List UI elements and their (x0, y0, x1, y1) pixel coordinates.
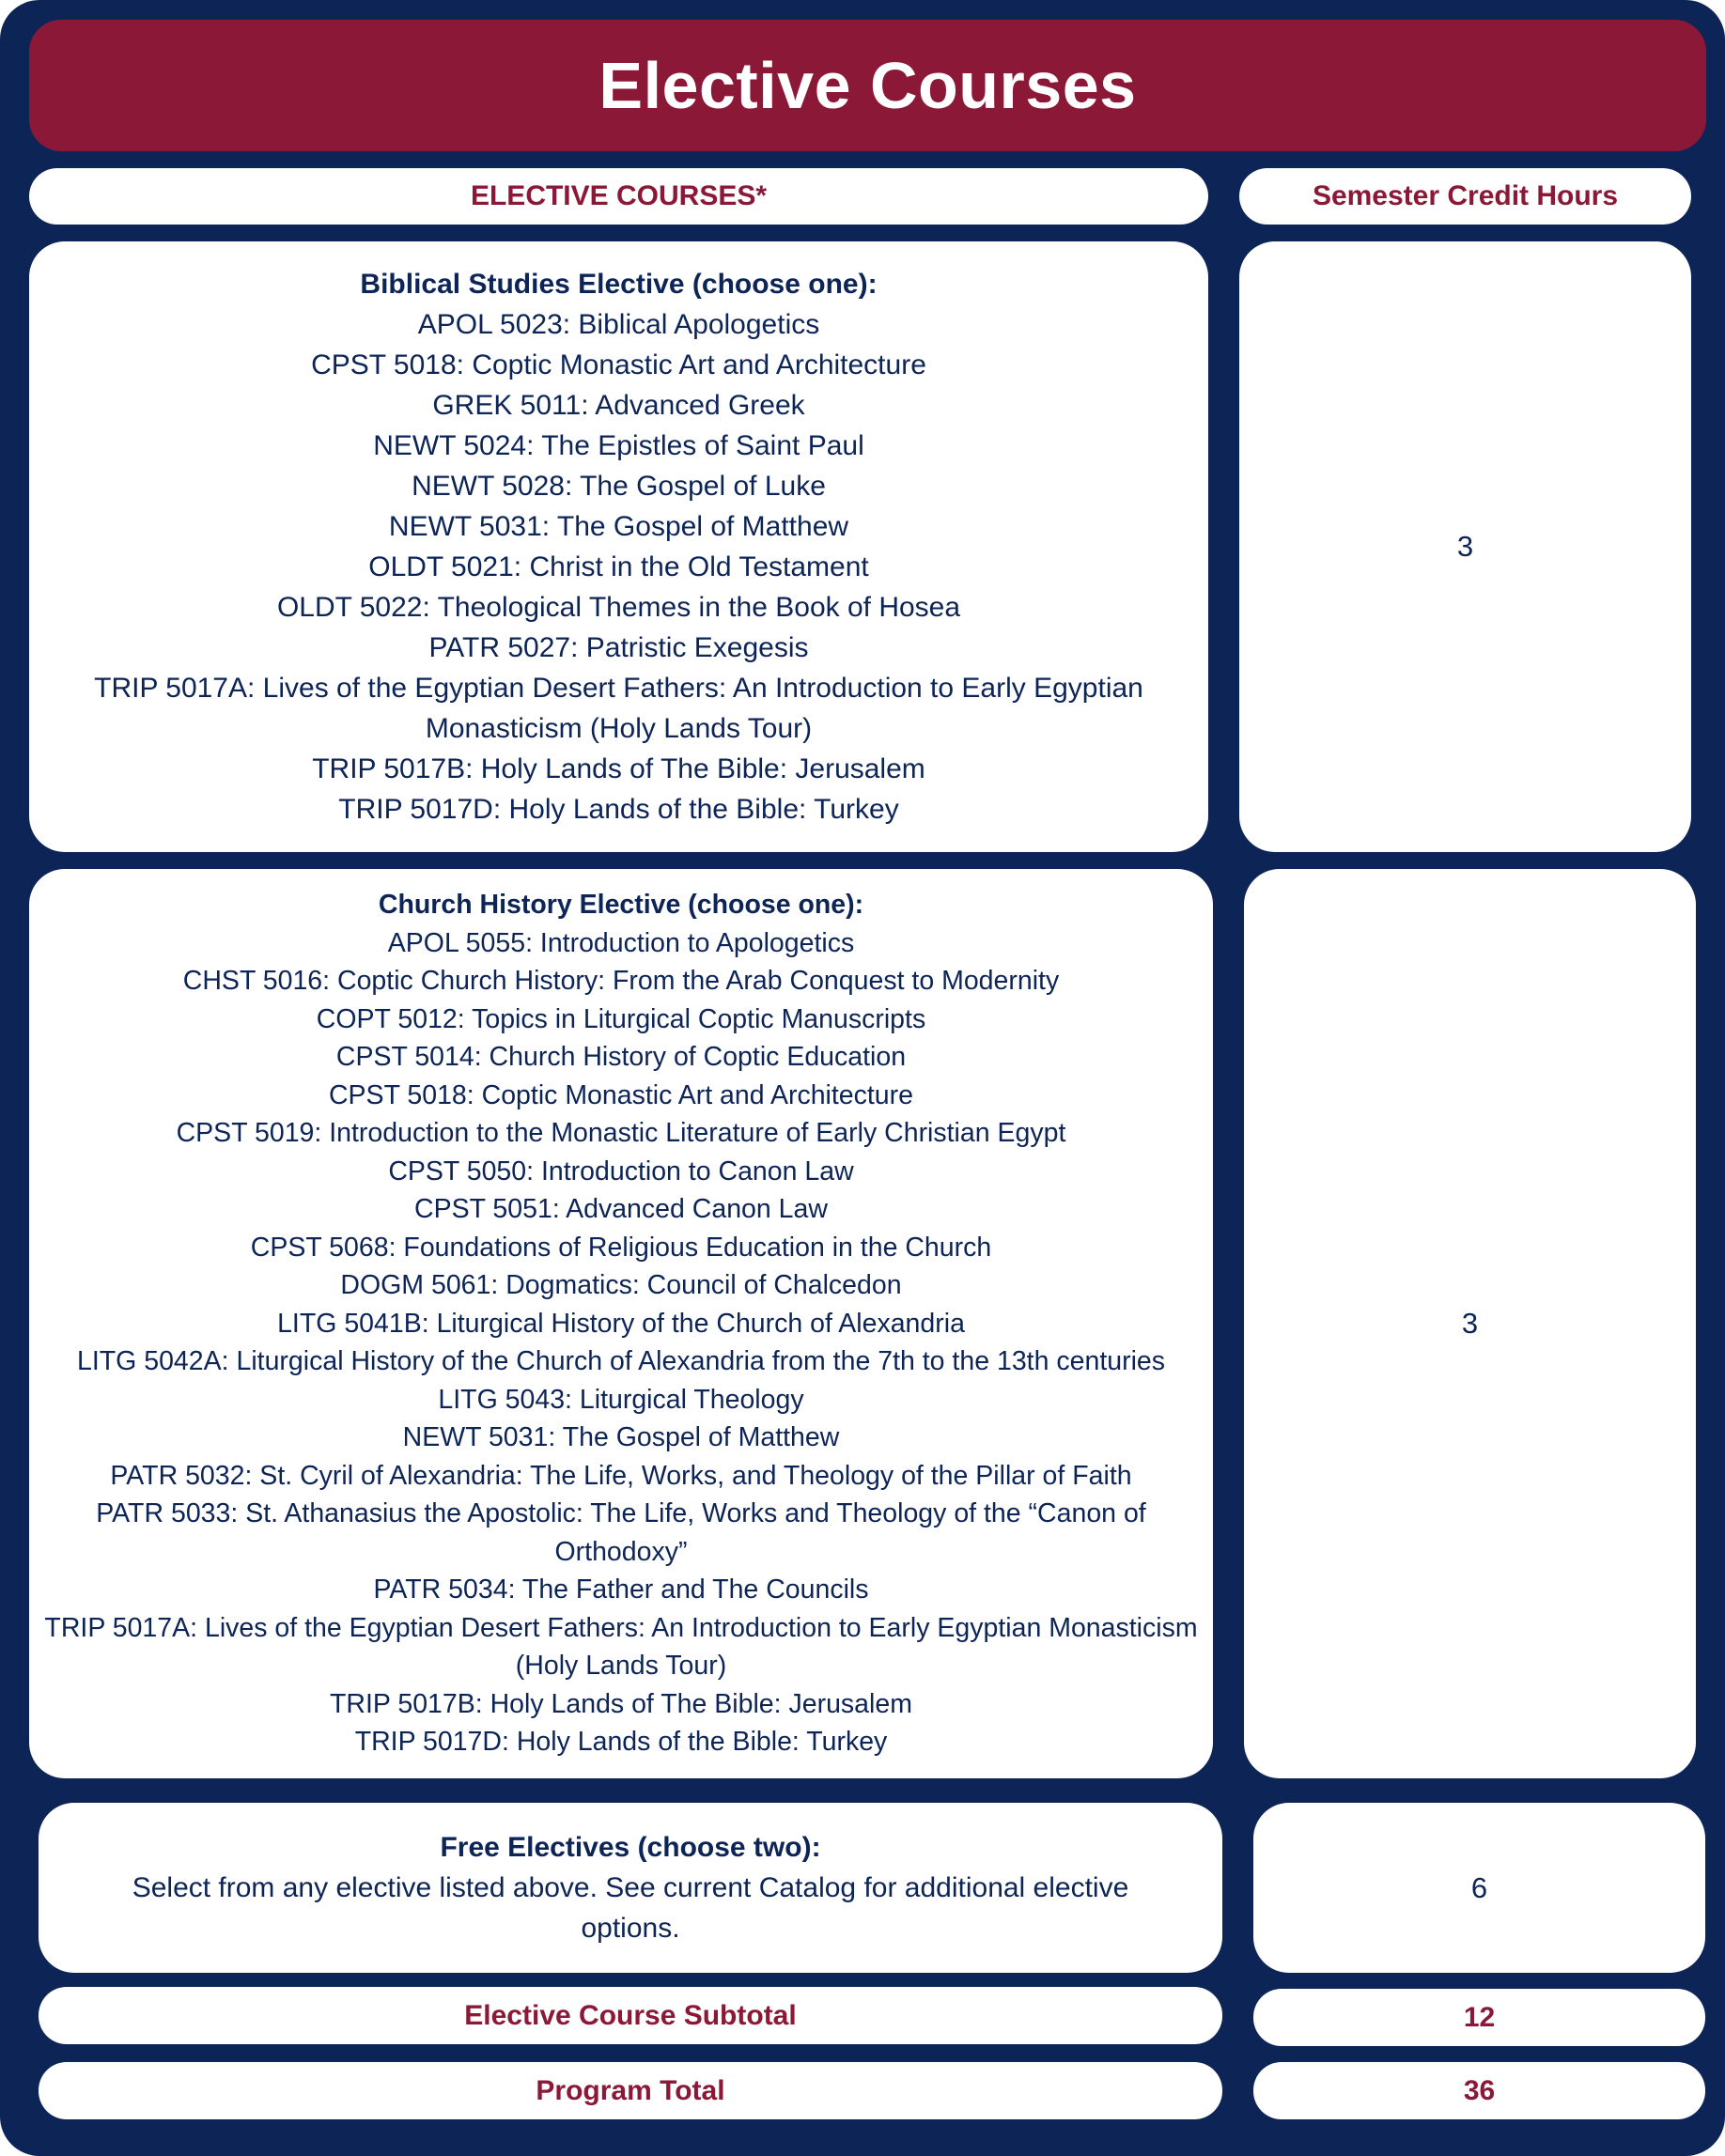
subtotal-label: Elective Course Subtotal (464, 1999, 797, 2031)
subtotal-label-box (39, 1987, 1222, 2044)
course-item: CPST 5018: Coptic Monastic Art and Architecture (311, 349, 926, 380)
biblical-studies-credits-box (1239, 241, 1691, 852)
course-item: PATR 5033: St. Athanasius the Apostolic: The Life, Works and Theology of the “Canon of Orthodoxy” (96, 1498, 1146, 1567)
course-item: TRIP 5017A: Lives of the Egyptian Desert Fathers: An Introduction to Early Egyptian Monasticism (Holy Lands Tour) (44, 1612, 1198, 1682)
church-history-title: Church History Elective (choose one): (378, 890, 864, 921)
course-item: LITG 5042A: Liturgical History of the Church of Alexandria from the 7th to the 13th centuries (76, 1346, 1166, 1377)
total-value: 36 (1463, 2074, 1496, 2106)
courses-header-label: ELECTIVE COURSES* (470, 180, 768, 211)
course-item: TRIP 5017B: Holy Lands of The Bible: Jerusalem (330, 1688, 912, 1719)
subtotal-value: 12 (1463, 2001, 1496, 2033)
course-item: LITG 5041B: Liturgical History of the Church of Alexandria (277, 1308, 965, 1339)
course-item: TRIP 5017B: Holy Lands of The Bible: Jerusalem (312, 753, 925, 784)
subtotal-value-box (1253, 1989, 1705, 2046)
free-electives-credits-box (1253, 1803, 1705, 1973)
course-item: TRIP 5017D: Holy Lands of the Bible: Turkey (354, 1727, 888, 1758)
free-electives-description: Select from any elective listed above. See current Catalog for additional elective options. (132, 1872, 1129, 1944)
course-item: NEWT 5031: The Gospel of Matthew (402, 1422, 840, 1453)
total-value-box (1253, 2062, 1705, 2119)
course-item: CHST 5016: Coptic Church History: From the Arab Conquest to Modernity (182, 966, 1060, 997)
course-item: PATR 5032: St. Cyril of Alexandria: The Life, Works, and Theology of the Pillar of Faith (110, 1460, 1132, 1491)
course-item: TRIP 5017A: Lives of the Egyptian Desert Fathers: An Introduction to Early Egyptian Monasticism (Holy Lands Tour) (94, 673, 1143, 744)
course-item: COPT 5012: Topics in Liturgical Coptic Manuscripts (316, 1003, 926, 1034)
church-history-course-list (40, 924, 1202, 1761)
course-item: PATR 5027: Patristic Exegesis (428, 632, 809, 663)
course-item: NEWT 5031: The Gospel of Matthew (388, 511, 849, 542)
credits-header-label: Semester Credit Hours (1312, 180, 1619, 211)
credits-header (1239, 168, 1691, 225)
course-item: APOL 5055: Introduction to Apologetics (387, 927, 855, 958)
course-item: LITG 5043: Liturgical Theology (438, 1384, 804, 1415)
course-item: NEWT 5028: The Gospel of Luke (412, 471, 826, 502)
course-item: NEWT 5024: The Epistles of Saint Paul (373, 430, 864, 461)
free-electives-box (39, 1803, 1222, 1973)
total-label-box (39, 2062, 1222, 2119)
course-item: TRIP 5017D: Holy Lands of the Bible: Turkey (338, 794, 899, 825)
course-item: CPST 5019: Introduction to the Monastic Literature of Early Christian Egypt (176, 1118, 1066, 1149)
biblical-studies-title: Biblical Studies Elective (choose one): (360, 269, 878, 300)
course-item: CPST 5018: Coptic Monastic Art and Architecture (328, 1079, 914, 1110)
course-item: PATR 5034: The Father and The Councils (373, 1574, 869, 1605)
biblical-studies-box (29, 241, 1208, 852)
title-banner (29, 20, 1706, 151)
course-item: CPST 5014: Church History of Coptic Education (335, 1042, 907, 1073)
free-electives-title: Free Electives (choose two): (440, 1832, 821, 1863)
course-item: CPST 5051: Advanced Canon Law (414, 1194, 828, 1225)
course-item: GREK 5011: Advanced Greek (432, 390, 805, 421)
page-title: Elective Courses (598, 49, 1137, 122)
church-history-credits-box (1244, 869, 1696, 1778)
church-history-credits: 3 (1461, 1307, 1479, 1340)
course-item: OLDT 5022: Theological Themes in the Book of Hosea (276, 592, 961, 623)
biblical-studies-credits: 3 (1456, 530, 1474, 563)
church-history-box (29, 869, 1213, 1778)
course-item: CPST 5068: Foundations of Religious Education in the Church (250, 1232, 992, 1263)
course-item: OLDT 5021: Christ in the Old Testament (368, 551, 869, 582)
free-electives-credits: 6 (1470, 1870, 1488, 1904)
biblical-studies-course-list (40, 304, 1197, 830)
total-label: Program Total (536, 2074, 725, 2106)
course-item: APOL 5023: Biblical Apologetics (417, 309, 820, 340)
course-item: CPST 5050: Introduction to Canon Law (388, 1156, 854, 1187)
courses-header (29, 168, 1208, 225)
course-item: DOGM 5061: Dogmatics: Council of Chalcedon (340, 1270, 902, 1301)
